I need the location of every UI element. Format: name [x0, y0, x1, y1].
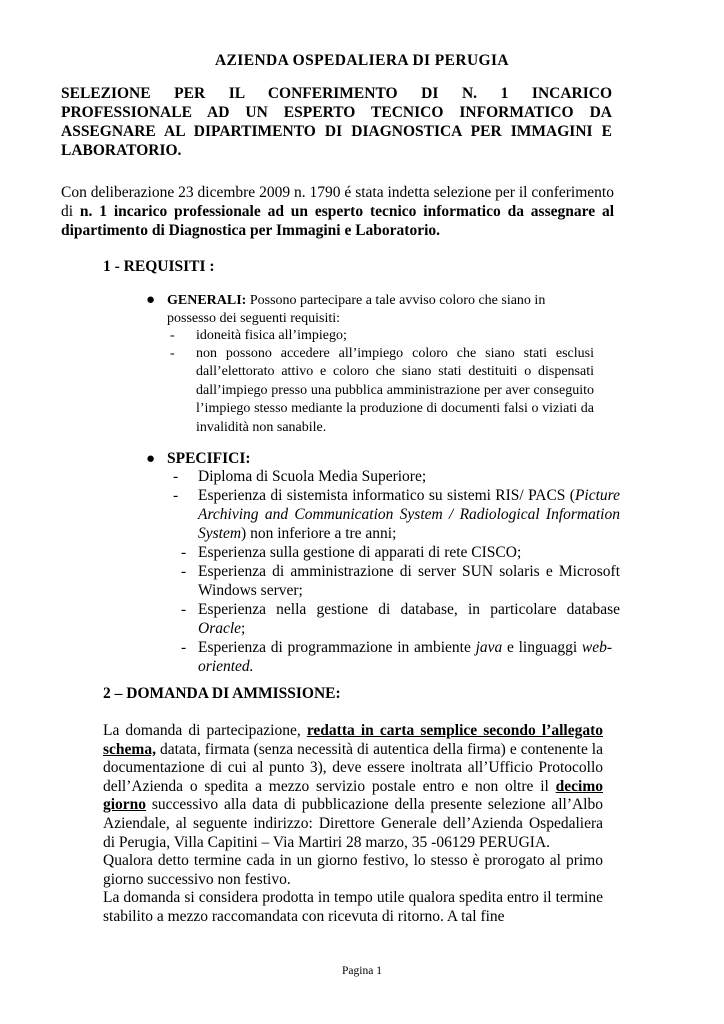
- specific-item: - Esperienza di amministrazione di server SUN solaris e Microsoft Windows server;: [178, 562, 620, 600]
- intro-bold-text: n. 1 incarico professionale ad un esperto tecnico informatico da assegnare al dipartimento di Diagnostica per Immagini e Laboratorio.: [61, 203, 614, 239]
- section-2-title: 2 – DOMANDA DI AMMISSIONE:: [103, 685, 341, 702]
- heading-line-2: PROFESSIONALE AD UN ESPERTO TECNICO INFORMATICO DA: [61, 104, 612, 121]
- section-1-title: 1 - REQUISITI :: [103, 258, 215, 275]
- general-item: - idoneità fisica all’impiego;: [167, 327, 594, 345]
- admission-paragraph-2: Qualora detto termine cada in un giorno festivo, lo stesso è prorogato al primo giorno successivo non festivo.: [103, 852, 603, 888]
- heading-line-1: SELEZIONE PER IL CONFERIMENTO DI N. 1 INCARICO: [61, 85, 612, 102]
- admission-paragraph-3: La domanda si considera prodotta in tempo utile qualora spedita entro il termine stabilito a mezzo raccomandata con ricevuta di ritorno. A tal fine: [103, 889, 603, 925]
- selection-heading: [61, 84, 612, 160]
- admission-paragraph-1: La domanda di partecipazione, redatta in carta semplice secondo l’allegato schema, datata, firmata (senza necessità di autentica della firma) e contenente la documentazione di cui al punto 3), deve essere inoltrata all’Ufficio Protocollo dell’Azienda o spedita a mezzo servizio postale entro e non oltre il decimo giorno successivo alla data di pubblicazione della presente selezione all’Albo Aziendale, al seguente indirizzo: Direttore Generale dell’Azienda Ospedaliera di Perugia, Villa Capitini – Via Martiri 28 marzo, 35 -06129 PERUGIA.: [103, 722, 603, 851]
- bullet-icon: ●: [146, 451, 156, 467]
- bullet-icon: ●: [146, 292, 156, 308]
- general-text: Possono partecipare a tale avviso coloro che siano in possesso dei seguenti requisiti:: [167, 293, 546, 326]
- specific-item: - Esperienza nella gestione di database, in particolare database Oracle;: [178, 600, 620, 638]
- heading-line-3: ASSEGNARE AL DIPARTIMENTO DI DIAGNOSTICA PER IMMAGINI E: [61, 123, 612, 140]
- page-number: Pagina 1: [342, 965, 382, 977]
- specific-item: - Diploma di Scuola Media Superiore;: [170, 467, 620, 486]
- specific-item: - Esperienza di sistemista informatico su sistemi RIS/ PACS (Picture Archiving and Communication System / Radiological Information System) non inferiore a tre anni;: [170, 486, 620, 543]
- general-label: GENERALI:: [167, 293, 247, 308]
- admission-body: [103, 722, 603, 927]
- document-title: AZIENDA OSPEDALIERA DI PERUGIA: [214, 52, 510, 69]
- intro-paragraph: [61, 183, 614, 240]
- specific-item: - Esperienza di programmazione in ambiente java e linguaggi web-oriented.: [178, 638, 620, 676]
- general-item: - non possono accedere all’impiego coloro che siano stati esclusi dall’elettorato attivo e coloro che siano stati destituiti o dispensati dall’impiego presso una pubblica amministrazione per aver conseguito l’impiego stesso mediante la produzione di documenti falsi o viziati da invalidità non sanabile.: [167, 345, 594, 438]
- specific-label: SPECIFICI:: [167, 450, 251, 467]
- specific-item: - Esperienza sulla gestione di apparati di rete CISCO;: [178, 543, 620, 562]
- specific-requirements: [170, 467, 620, 676]
- heading-line-4: LABORATORIO.: [61, 142, 182, 159]
- intro-text: Con deliberazione 23 dicembre 2009 n. 1790 é stata indetta selezione per il conferimento di: [61, 184, 614, 220]
- general-requirements: [167, 292, 594, 437]
